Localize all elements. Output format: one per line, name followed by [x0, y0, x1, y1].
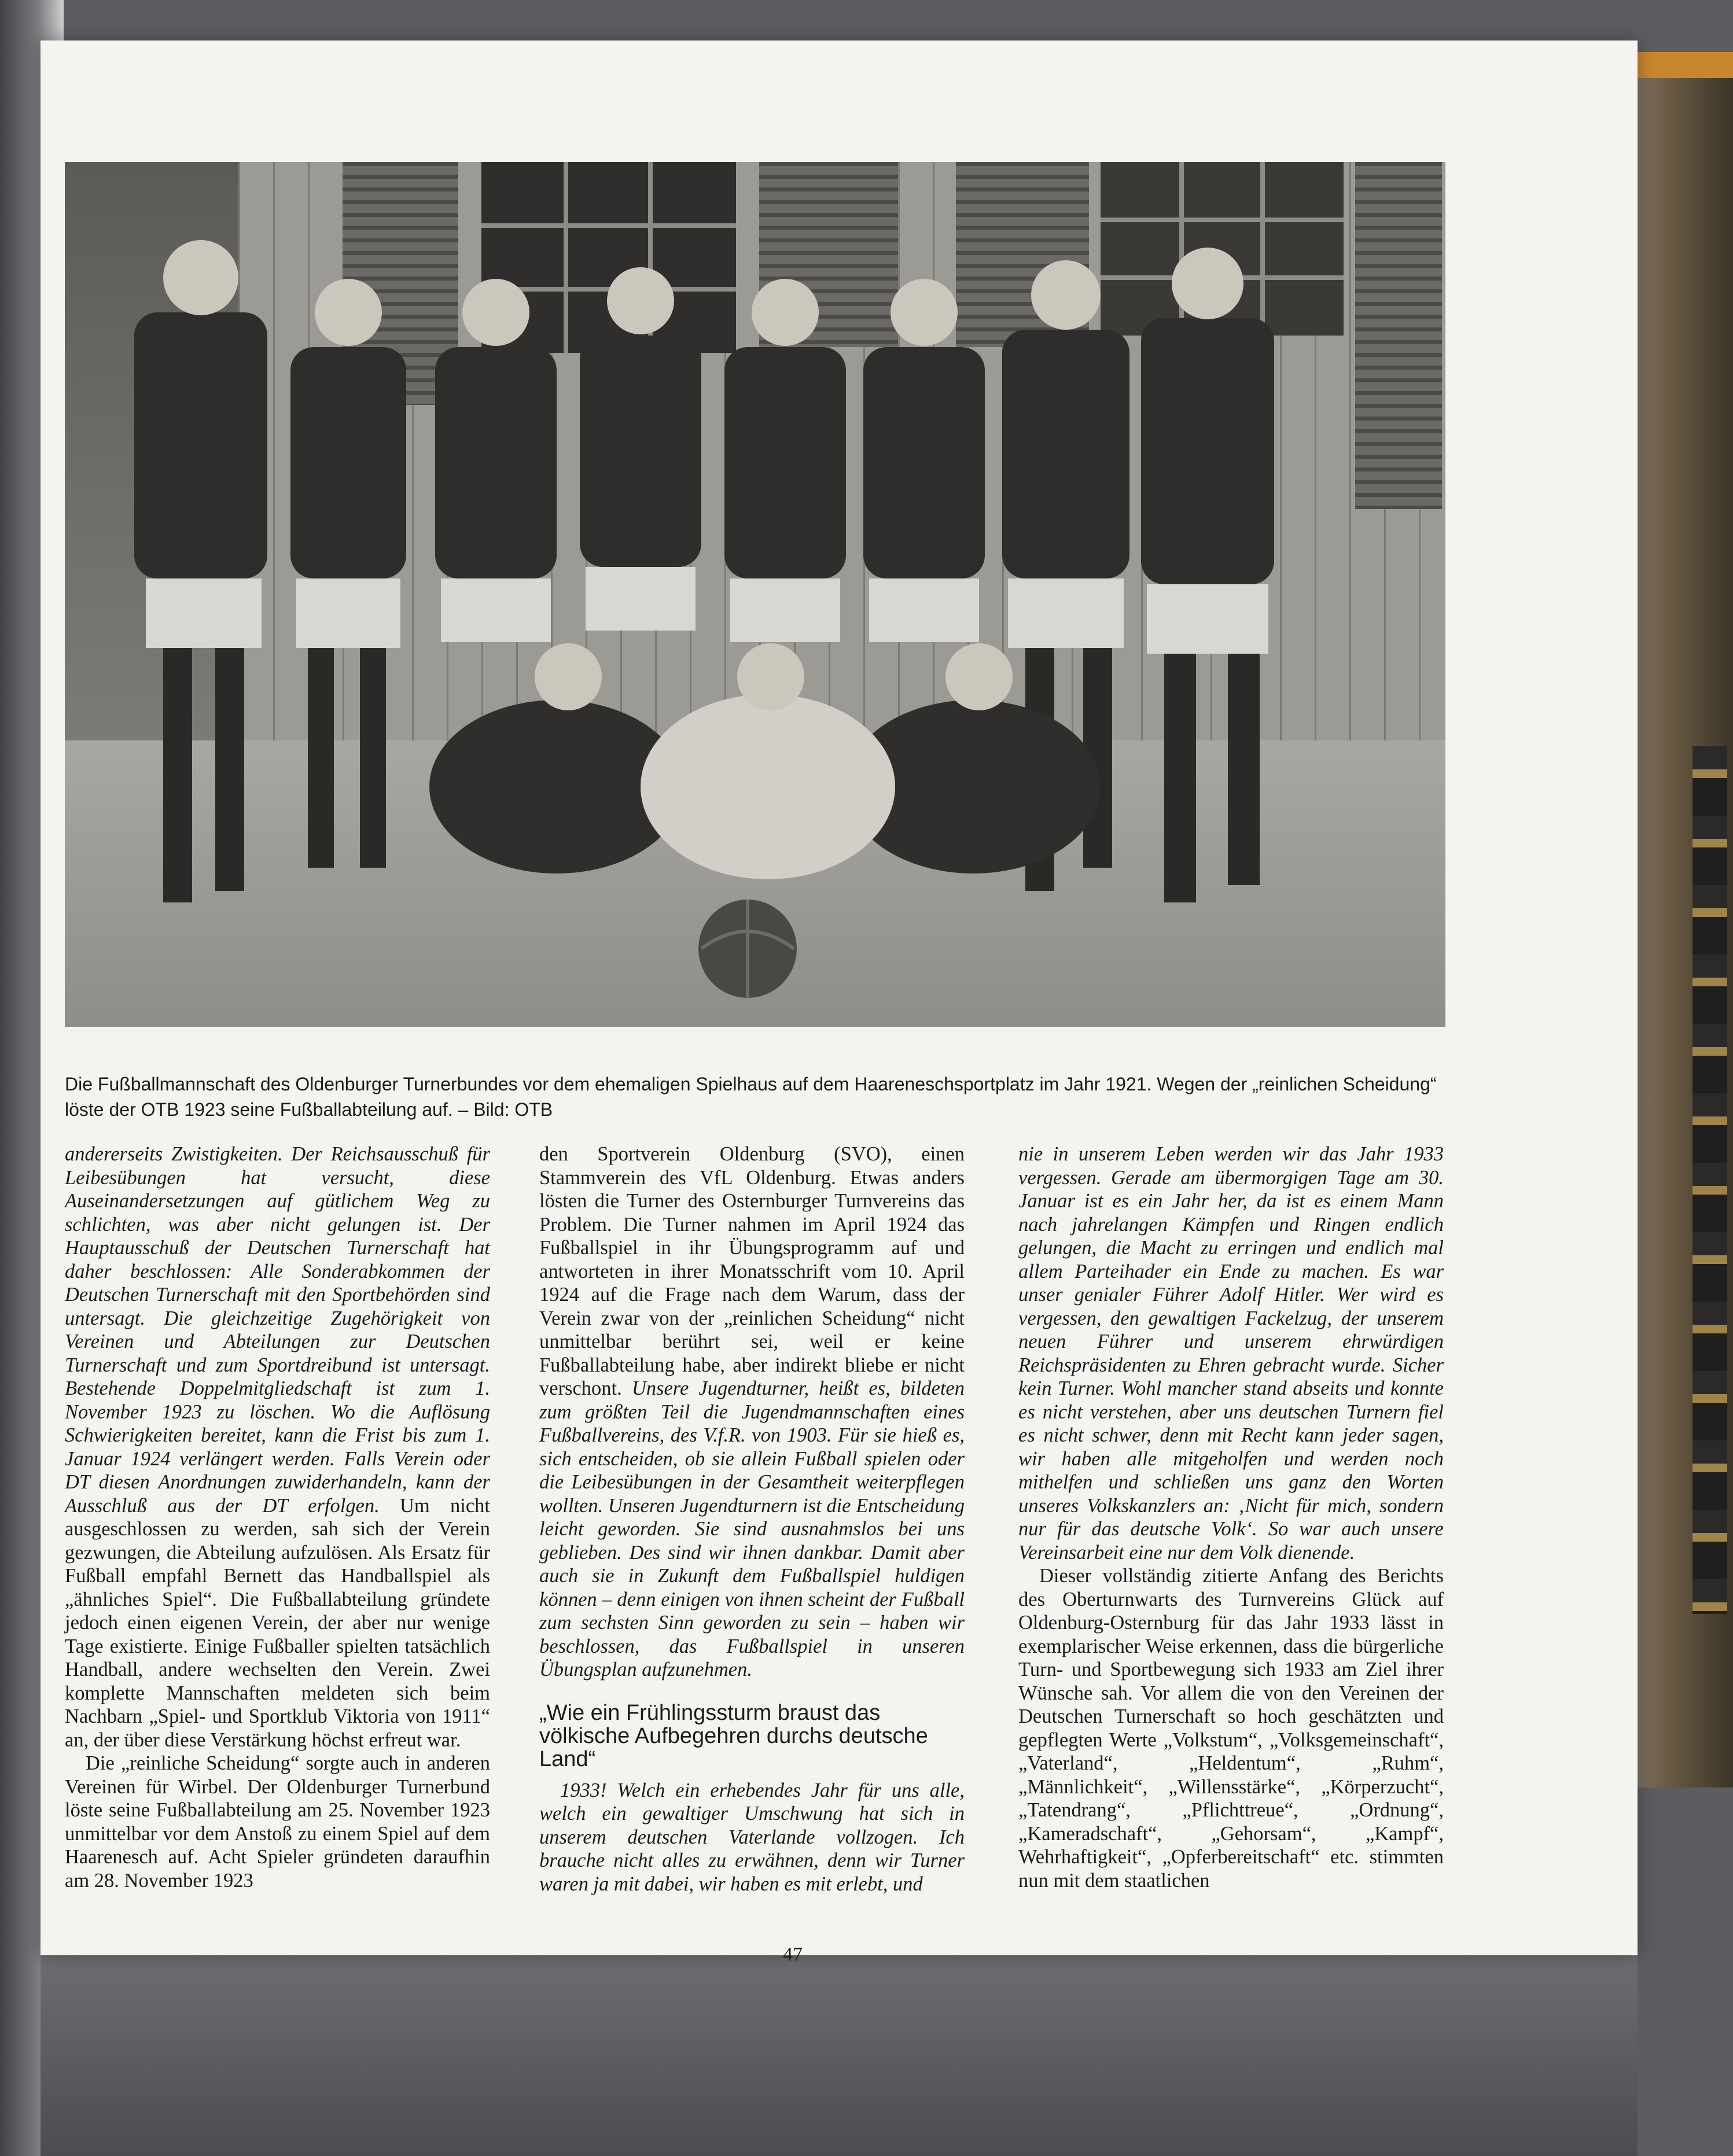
text-column-1 — [65, 1143, 490, 1892]
scan-background-bottom — [41, 1955, 1638, 2156]
quote-1933-report: 1933! Welch ein erhebendes Jahr für uns alle, welch ein gewaltiger Umschwung hat sich in unserem deutschen Vaterlande vollzogen. Ich brauche nicht alles zu erwähnen, denn wir Turner waren ja mit dabei, wir haben es mit erlebt, und — [539, 1779, 965, 1895]
column1-paragraph-1 — [65, 1143, 490, 1752]
column3-paragraph-2: Dieser vollständig zitierte Anfang des Berichts des Oberturnwarts des Turnvereins Glück auf Oldenburg-Osternburg für das Jahr 1933 lässt in exemplarischer Weise erkennen, dass die bürgerliche Turn- und Sportbewegung sich 1933 am Ziel ihrer Wünsche sah. Vor allem die von den Vereinen der Deutschen Turnerschaft so hoch geschätzten und gepflegten Werte „Volkstum“, „Volksgemeinschaft“, „Vaterland“, „Heldentum“, „Ruhm“, „Männlichkeit“, „Willensstärke“, „Körperzucht“, „Tatendrang“, „Pflichttreue“, „Ordnung“, „Kameradschaft“, „Gehorsam“, „Kampf“, Wehrhaftigkeit“, „Opferbereitschaft“ etc. stimmten nun mit dem staatlichen — [1018, 1565, 1444, 1892]
text-column-3 — [1018, 1143, 1444, 1892]
quote-osternburg-turnverein: Unsere Jugendturner, heißt es, bildeten zum größten Teil die Jugendmannschaften eines Fußballvereins, des V.f.R. von 1903. Für sie hieß es, sich entscheiden, ob sie allein Fußball spielen oder die Leibesübungen in der Gesamtheit weiterpflegen wollten. Unseren Jugendturnern ist die Entscheidung leicht geworden. Sie sind ausnahmslos bei uns geblieben. Des sind wir ihnen dankbar. Damit aber auch sie in Zukunft dem Fußballspiel huldigen können – denn einigen von ihnen scheint der Fußball zum sechsten Sinn geworden zu sein – haben wir beschlossen, das Fußballspiel in unseren Übungsplan aufzunehmen. — [539, 1377, 965, 1680]
book-spine-strip — [1692, 746, 1727, 1614]
page-number: 47 — [783, 1944, 803, 1965]
team-photo-illustration — [65, 162, 1445, 1027]
column2-paragraph-1-text: den Sportverein Oldenburg (SVO), einen Stammverein des VfL Oldenburg. Etwas anders lösten die Turner des Osternburger Turnvereins das Problem. Die Turner nahmen im April 1924 das Fußballspiel in ihr Übungsprogramm auf und antworteten in ihrer Monatsschrift vom 10. April 1924 auf die Frage nach dem Warum, dass der Verein zwar von der „reinlichen Scheidung“ nicht unmittelbar berührt sei, weil er keine Fußballabteilung habe, aber indirekt bliebe er nicht verschont. — [539, 1143, 965, 1399]
text-column-2 — [539, 1143, 965, 1896]
section-heading: „Wie ein Frühlingssturm braust das völkische Aufbegehren durchs deutsche Land“ — [539, 1700, 928, 1771]
column1-paragraph-2: Die „reinliche Scheidung“ sorgte auch in anderen Vereinen für Wirbel. Der Oldenburger Turnerbund löste seine Fußballabteilung am 25. November 1923 unmittelbar vor dem Anstoß zu einem Spiel auf dem Haarenesch auf. Acht Spieler gründeten daraufhin am 28. November 1923 — [65, 1752, 490, 1892]
quote-1933-report-continued: nie in unserem Leben werden wir das Jahr 1933 vergessen. Gerade am übermorgigen Tage am 30. Januar ist es ein Jahr her, da ist es einem Mann nach jahrelangen Kämpfen und Ringen endlich gelungen, die Macht zu erringen und endlich mal allem Parteihader ein Ende zu machen. Es war unser genialer Führer Adolf Hitler. Wer wird es vergessen, den gewaltigen Fackelzug, der unserem neuen Führer und unserem ehrwürdigen Reichspräsidenten zu Ehren gebracht wurde. Sicher kein Turner. Wohl mancher stand abseits und konnte es nicht verstehen, aber uns deutschen Turnern fiel es nicht schwer, denn mit Recht kann jeder sagen, wir haben alle mitgeholfen und werden noch mithelfen und schließen uns ganz den Worten unseres Volkskanzlers an: ‚Nicht für mich, sondern nur für das deutsche Volk‘. So war auch unsere Vereinsarbeit eine nur dem Volk dienende. — [1018, 1143, 1444, 1564]
quote-dt-resolution: andererseits Zwistigkeiten. Der Reichsausschuß für Leibesübungen hat versucht, diese Auseinandersetzungen auf gütlichem Weg zu schlichten, was aber nicht gelungen ist. Der Hauptausschuß der Deutschen Turnerschaft hat daher beschlossen: Alle Sonderabkommen der Deutschen Turnerschaft mit den Sportbehörden sind untersagt. Die gleichzeitige Zugehörigkeit von Vereinen und Abteilungen zur Deutschen Turnerschaft und zum Sportdreibund ist untersagt. Bestehende Doppelmitgliedschaft ist zum 1. November 1923 zu löschen. Wo die Auflösung Schwierigkeiten bereitet, kann die Frist bis zum 1. Januar 1924 verlängert werden. Falls Verein oder DT diesen Anordnungen zuwiderhandeln, kann der Ausschluß aus der DT erfolgen. — [65, 1143, 490, 1517]
team-photograph — [65, 162, 1445, 1027]
column2-paragraph-1 — [539, 1143, 965, 1682]
photo-caption: Die Fußballmannschaft des Oldenburger Turnerbundes vor dem ehemaligen Spielhaus auf dem Haareneschsportplatz im Jahr 1921. Wegen der „reinlichen Scheidung“ löste der OTB 1923 seine Fußballabteilung auf. – Bild: OTB — [65, 1074, 1437, 1120]
column1-paragraph-1-text: Um nicht ausgeschlossen zu werden, sah sich der Verein gezwungen, die Abteilung aufzulösen. Als Ersatz für Fußball empfahl Bernett das Handballspiel als „ähnliches Spiel“. Die Fußballabteilung gründete jedoch einen eigenen Verein, der aber nur wenige Tage existierte. Einige Fußballer spielten tatsächlich Handball, andere wechselten den Verein. Zwei komplette Mannschaften meldeten sich beim Nachbarn „Spiel- und Sportklub Viktoria von 1911“ an, der über diese Verstärkung höchst erfreut war. — [65, 1494, 490, 1751]
